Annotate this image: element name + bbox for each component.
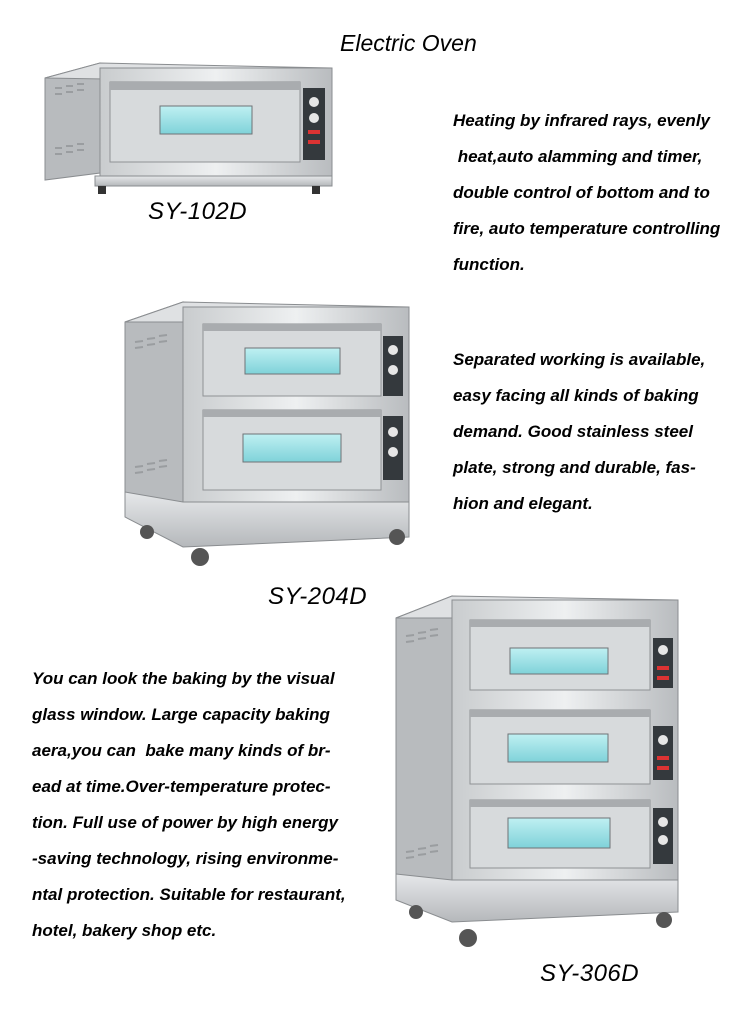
description-line: ead at time.Over-temperature protec- [32, 777, 331, 796]
description-sy-306d [32, 661, 346, 949]
oven-image-sy-102d [40, 58, 340, 198]
description-line: aera,you can bake many kinds of br- [32, 741, 331, 760]
description-line: Heating by infrared rays, evenly [453, 111, 710, 130]
description-line: plate, strong and durable, fas- [453, 458, 696, 477]
description-line: glass window. Large capacity baking [32, 705, 330, 724]
oven-image-sy-306d [388, 590, 688, 962]
description-line: easy facing all kinds of baking [453, 386, 699, 405]
description-line: Separated working is available, [453, 350, 706, 369]
oven-image-sy-204d [115, 292, 420, 582]
description-line: double control of bottom and to [453, 183, 710, 202]
description-sy-204d [453, 342, 705, 522]
description-line: You can look the baking by the visual [32, 669, 335, 688]
model-label-sy-102d: SY-102D [148, 198, 248, 225]
description-line: ntal protection. Suitable for restaurant, [32, 885, 346, 904]
model-label-sy-204d: SY-204D [268, 583, 368, 610]
description-line: function. [453, 255, 525, 274]
description-line: hion and elegant. [453, 494, 593, 513]
description-sy-102d [453, 103, 720, 283]
model-label-sy-306d: SY-306D [540, 960, 640, 987]
description-line: tion. Full use of power by high energy [32, 813, 339, 832]
page-title: Electric Oven [340, 30, 477, 56]
description-line: -saving technology, rising environme- [32, 849, 339, 868]
description-line: hotel, bakery shop etc. [32, 921, 217, 940]
description-line: heat,auto alamming and timer, [453, 147, 703, 166]
description-line: demand. Good stainless steel [453, 422, 693, 441]
description-line: fire, auto temperature controlling [453, 219, 721, 238]
